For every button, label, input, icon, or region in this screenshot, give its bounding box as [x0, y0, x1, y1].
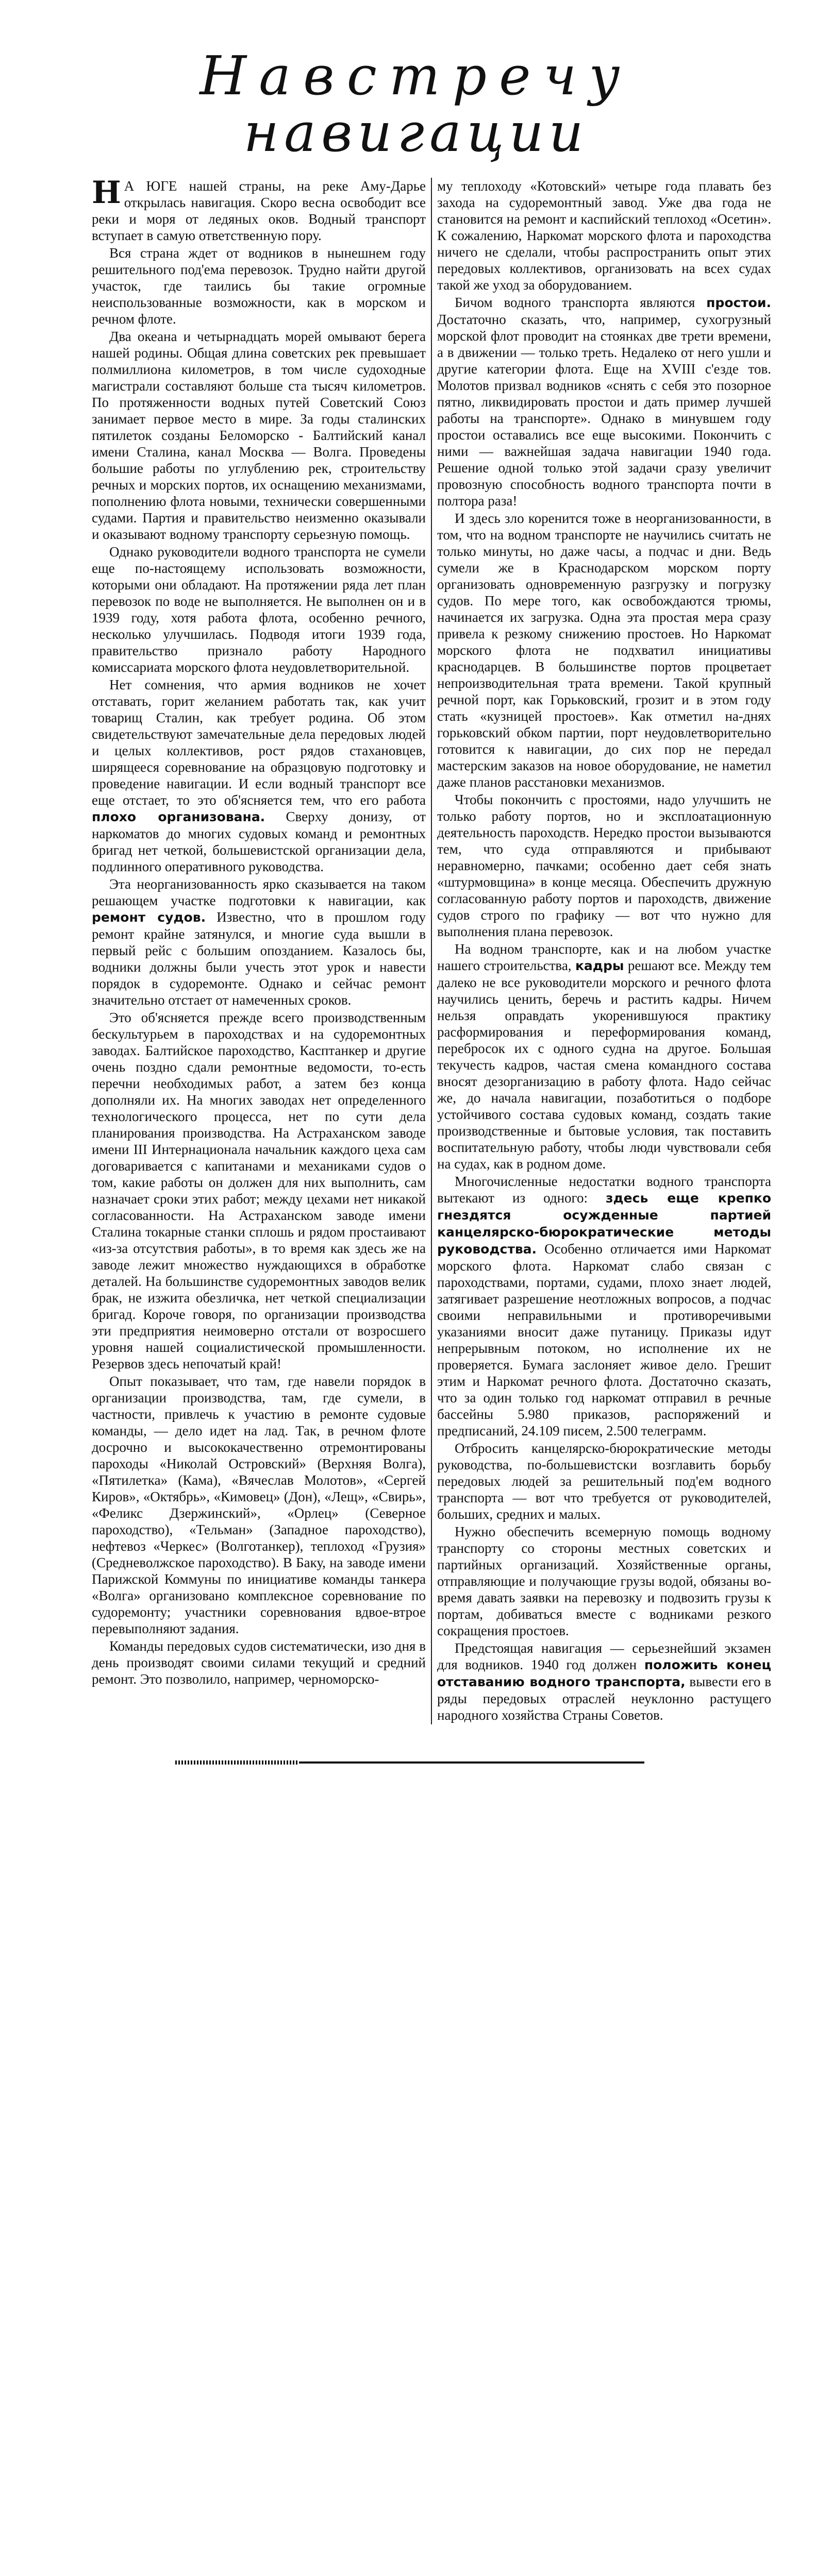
body-text: Сверху донизу, от наркоматов до многих судовых команд и ремонтных бригад нет четкой, большевистской организации дела, подлинного оперативного руководства.	[92, 809, 426, 874]
paragraph	[92, 676, 426, 875]
paragraph	[437, 178, 771, 293]
paragraph	[92, 245, 426, 327]
paragraph	[92, 328, 426, 543]
emphasis-text: кадры	[575, 958, 624, 973]
right-column	[431, 178, 771, 1724]
body-text: Опыт показывает, что там, где навели порядок в организации производства, там, где сумели, в частности, привлечь к участию в ремонте судовые команды, — дело идет на лад. Так, в речном флоте досрочно и высококачественно отремонтированы пароходы «Николай Островский» (Верхняя Волга), «Пятилетка» (Кама), «Вячеслав Молотов», «Сергей Киров», «Октябрь», «Кимовец» (Дон), «Лещ», «Свирь», «Феликс Дзержинский», «Орлец» (Северное пароходство), «Тельман» (Западное пароходство), нефтевоз «Черкес» (Волготанкер), теплоход «Грузия» (Средневолжское пароходство). В Баку, на заводе имени Парижской Коммуны по инициативе команды танкера «Волга» организовано комплексное соревнование по судоремонту; участники соревнования вдвое-втрое перевыполняют задания.	[92, 1374, 426, 1636]
paragraph	[437, 1173, 771, 1439]
paragraph	[437, 791, 771, 940]
paragraph	[92, 175, 426, 244]
body-text: му теплоходу «Котовский» четыре года плавать без захода на судоремонтный завод. Уже два года не становится на ремонт и каспийский теплоход «Осетин». К сожалению, Наркомат морского флота и пароходства ничего не сделали, чтобы распространить опыт этих передовых коллективов, организовать на всех судах такой же уход за оборудованием.	[437, 178, 771, 293]
body-text: Два океана и четырнадцать морей омывают берега нашей родины. Общая длина советских рек превышает полмиллиона километров, в том числе судоходные магистрали составляют больше ста тысяч километров. По протяженности водных путей Советский Союз занимает первое место в мире. За годы сталинских пятилеток созданы Беломорско - Балтийский канал имени Сталина, канал Москва — Волга. Проведены большие работы по углублению рек, строительству речных и морских портов, их оснащению механизмами, пополнению флота новыми, технически совершенными судами. Партия и правительство неизменно оказывали и оказывают водному транспорту серьезную помощь.	[92, 329, 426, 542]
body-text: Известно, что в прошлом году ремонт крайне затянулся, и многие суда вышли в первый рейс с большим опозданием. Казалось бы, водники должны были учесть этот урок и навести порядок в судоремонте. Однако и сейчас ремонт значительно отстает от намеченных сроков.	[92, 909, 426, 1008]
divider-ticks	[175, 1760, 299, 1765]
body-text: Однако руководители водного транспорта не сумели еще по-настоящему использовать возможности, которыми они обладают. На протяжении ряда лет план перевозок по воде не выполняется. Не выполнен он и в 1939 году, хотя работа флота, особенно речного, несколько улучшилась. Подводя итоги 1939 года, правительство признало работу Народного комиссариата морского флота неудовлетворительной.	[92, 544, 426, 675]
body-text: решают все. Между тем далеко не все руководители морского и речного флота научились ценить, беречь и растить кадры. Ничем нельзя оправдать укоренившуюся практику расформирования и переформирования команд, перебросок их с одного судна на другое. Большая текучесть кадров, частая смена командного состава вносят дезорганизацию в работу флота. Надо сейчас же, до начала навигации, позаботиться о подборе устойчивого состава судовых команд, создать такие производственные и бытовые условия, так поставить воспитательную работу, чтобы люди чувствовали себя на судах, как в родном доме.	[437, 958, 771, 1172]
paragraph	[92, 1009, 426, 1372]
article-title	[0, 44, 832, 164]
body-text: вывести его в ряды передовых отраслей неуклонно растущего народного хозяйства Страны Советов.	[437, 1674, 771, 1723]
paragraph	[92, 1638, 426, 1687]
emphasis-text: положить конец отставанию водного транспорта,	[437, 1657, 772, 1689]
body-text: Это об'ясняется прежде всего производственным бескультурьем в пароходствах и на судоремонтных заводах. Балтийское пароходство, Касптанкер и другие очень поздно сдали ремонтные ведомости, то-есть перечни необходимых работ, а затем без конца дополняли их. На многих заводах нет определенного технологического процесса, нет по сути дела планирования производства. На Астраханском заводе имени III Интернационала начальник каждого цеха сам договаривается с капитанами и механиками судов о том, какие работы он должен для них выполнить, сам назначает сроки этих работ; между цехами нет никакой согласованности. На Астраханском заводе имени Сталина токарные станки сплошь и рядом простаивают «из-за отсутствия работы», в то время как здесь же на заводе лежит множество нуждающихся в обработке деталей. На большинстве судоремонтных заводов велик брак, не изжита обезличка, нет четкой специализации бригад. Короче говоря, по организации производства эти предприятия неимоверно отстали от возросшего уровня нашей социалистической промышленности. Резервов здесь непочатый край!	[92, 1010, 426, 1371]
body-text: Вся страна ждет от водников в нынешнем году решительного под'ема перевозок. Трудно найти другой участок, где таились бы такие огромные неиспользованные возможности, как в морском и речном флоте.	[92, 245, 426, 327]
body-text: Бичом водного транспорта являются	[455, 295, 707, 310]
emphasis-text: ремонт судов.	[92, 910, 206, 925]
body-text: И здесь зло коренится тоже в неорганизованности, в том, что на водном транспорте не научились считать не только минуты, но даже часы, а подчас и дни. Ведь сумели же в Краснодарском морском порту организовать одновременную разгрузку и погрузку судов. По мере того, как освобождаются трюмы, начинается их загрузка. Одна эта простая мера сразу привела к резкому снижению простоев. Но Наркомат морского флота не подхватил инициативы краснодарцев. В большинстве портов процветает непроизводительная трата времени. Такой крупный речной порт, как Горьковский, грозит и в этом году стать «кузницей простоев». Как отметил на-днях горьковский обком партии, порт неудовлетворительно готовится к навигации, до сих пор не передал мастерским заказов на новое оборудование, не наметил даже планов расстановки механизмов.	[437, 511, 771, 790]
body-text: А ЮГЕ нашей страны, на реке Аму-Дарье открылась навигация. Скоро весна освободит все реки и моря от ледяных оков. Водный транспорт вступает в самую ответственную пору.	[92, 178, 426, 243]
body-text: Нужно обеспечить всемерную помощь водному транспорту со стороны местных советских и партийных организаций. Хозяйственные органы, отправляющие и получающие грузы водой, обязаны во-время давать заявки на перевозку и подвозить грузы к портам, добиваться вместе с водниками резкого сокращения простоев.	[437, 1524, 771, 1638]
paragraph	[437, 1440, 771, 1522]
paragraph	[437, 941, 771, 1172]
paragraph	[437, 1523, 771, 1639]
emphasis-text: плохо организована.	[92, 809, 265, 824]
emphasis-text: здесь еще крепко гнездятся осужденные партией канцелярско-бюрократические методы руководства.	[437, 1191, 771, 1257]
paragraph	[437, 1640, 771, 1723]
title-line-1: Навстречу	[199, 44, 633, 107]
body-text: На водном транспорте, как и на любом участке нашего строительства,	[437, 941, 771, 973]
section-divider	[175, 1760, 644, 1765]
paragraph	[92, 1373, 426, 1637]
paragraph	[92, 876, 426, 1008]
paragraph	[437, 510, 771, 790]
divider-line	[299, 1761, 644, 1764]
body-text: Команды передовых судов систематически, изо дня в день производят своими силами текущий и средний ремонт. Это позволило, например, черноморско-	[92, 1638, 426, 1687]
body-text: Особенно отличается ими Наркомат морского флота. Наркомат слабо связан с пароходствами, портами, судами, плохо знает людей, затягивает разрешение неотложных вопросов, а подчас своими неправильными и противоречивыми указаниями вносит даже путаницу. Приказы идут непрерывным потоком, но исполнение их не проверяется. Бумага заслоняет живое дело. Грешит этим и Наркомат речного флота. Достаточно сказать, что за один только год наркомат отправил в речные бассейны 5.980 приказов, распоряжений и предписаний, 24.109 писем, 2.500 телеграмм.	[437, 1241, 771, 1438]
body-text: Эта неорганизованность ярко сказывается на таком решающем участке подготовки к навигации, как	[92, 876, 426, 908]
paragraph	[92, 544, 426, 675]
body-text: Чтобы покончить с простоями, надо улучшить не только работу портов, но и эксплоатационную деятельность пароходств. Нередко простои вызываются тем, что суда отправляются и прибывают неравномерно, пачками; особенно дает себя знать «штурмовщина» в конце месяца. Обеспечить дружную согласованную работу портов и пароходств, движение судов строго по графику — вот что нужно для выполнения плана перевозок.	[437, 792, 771, 939]
body-text: Отбросить канцелярско-бюрократические методы руководства, по-большевистски возглавить борьбу передовых людей за решительный под'ем водного транспорта — вот что требуется от руководителей, больших, средних и малых.	[437, 1440, 771, 1522]
drop-cap: Н	[92, 175, 121, 211]
body-text: Достаточно сказать, что, например, сухогрузный морской флот проводит на стоянках две трети времени, а в движении — только треть. Недалеко от него ушли и другие категории флота. Еще на XVIII с'езде тов. Молотов призвал водников «снять с себя это позорное пятно, ликвидировать простои и дать пример лучшей работы на транспорте». Однако в минувшем году простои оставались все еще высокими. Покончить с ними — важнейшая задача навигации 1940 года. Решение одной только этой задачи сразу увеличит провозную способность водного транспорта почти в полтора раза!	[437, 312, 771, 509]
emphasis-text: простои.	[706, 295, 771, 310]
left-column	[92, 175, 426, 1724]
article-body	[92, 175, 772, 1724]
title-line-2: навигации	[243, 101, 589, 164]
body-text: Нет сомнения, что армия водников не хочет отставать, горит желанием работать так, как учит товарищ Сталин, как требует родина. Об этом свидетельствуют замечательные дела передовых людей и целых коллективов, рост рядов стахановцев, ширящееся соревнование на образцовую подготовку и проведение навигации. И если водный транспорт все еще отстает, то это об'ясняется тем, что его работа	[92, 677, 426, 808]
body-text: Многочисленные недостатки водного транспорта вытекают из одного:	[437, 1174, 771, 1206]
paragraph	[437, 294, 771, 509]
body-text: Предстоящая навигация — серьезнейший экзамен для водников. 1940 год должен	[437, 1640, 771, 1672]
